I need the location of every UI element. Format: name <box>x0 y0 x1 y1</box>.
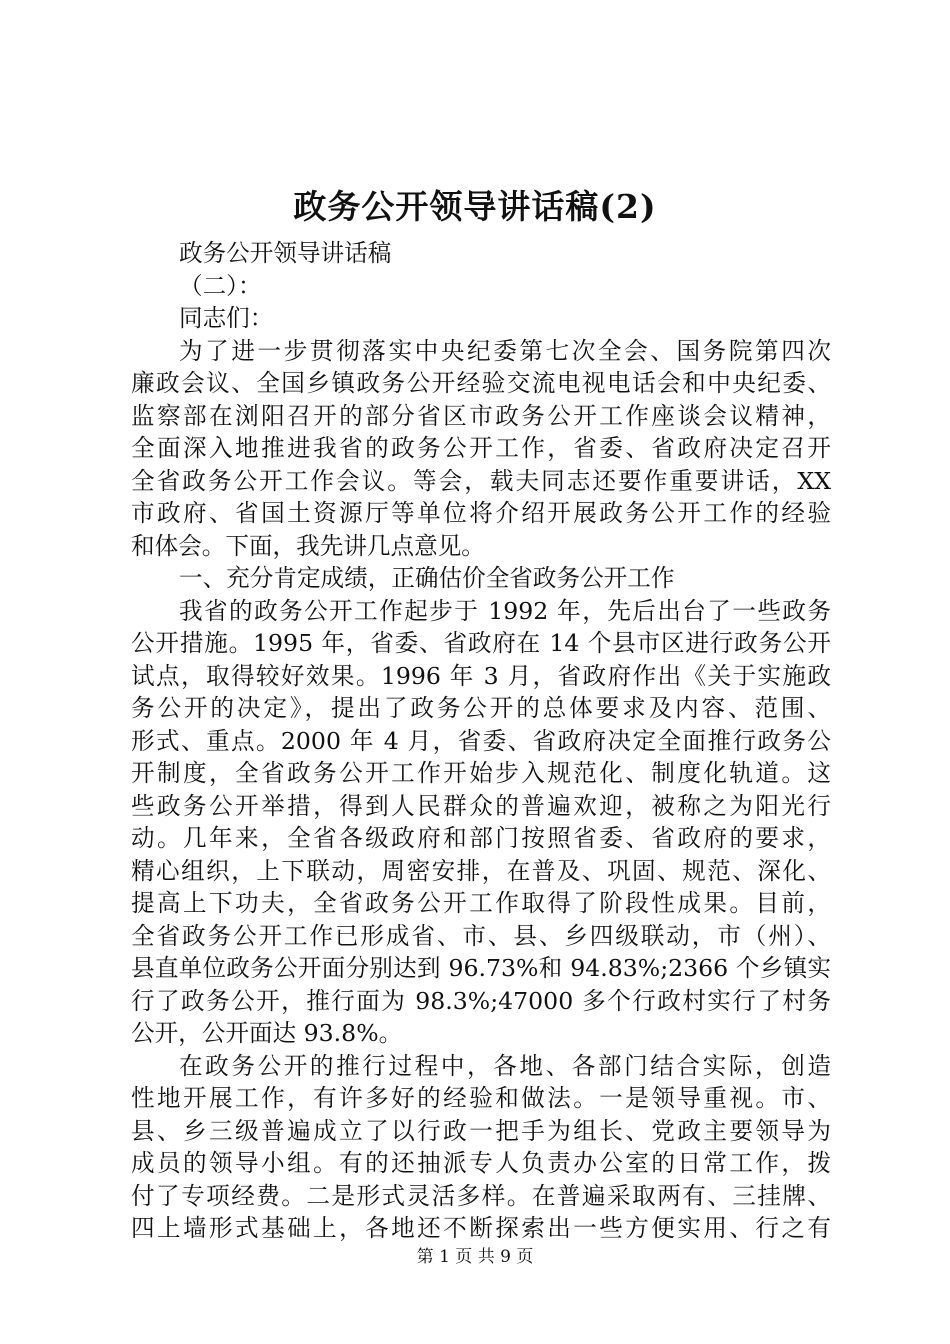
text-line: 动。几年来，全省各级政府和部门按照省委、省政府的要求， <box>131 824 831 852</box>
text-line: 付了专项经费。二是形式灵活多样。在普遍采取两有、三挂牌、 <box>131 1181 831 1210</box>
text-line: 形式、重点。2000 年 4 月，省委、省政府决定全面推行政务公 <box>131 726 831 755</box>
text-line: 一、充分肯定成绩，正确估价全省政务公开工作 <box>179 564 675 592</box>
text-line: 些政务公开举措，得到人民群众的普遍欢迎，被称之为阳光行 <box>131 791 831 820</box>
text-line: 在政务公开的推行过程中，各地、各部门结合实际，创造 <box>179 1051 831 1080</box>
text-line: 务公开的决定》，提出了政务公开的总体要求及内容、范围、 <box>131 694 831 722</box>
text-line: 提高上下功夫，全省政务公开工作取得了阶段性成果。目前， <box>131 889 831 917</box>
page-footer: 第 1 页 共 9 页 <box>416 1247 534 1267</box>
text-line: 行了政务公开，推行面为 98.3%;47000 多个行政村实行了村务 <box>131 986 831 1015</box>
text-line: 试点，取得较好效果。1996 年 3 月，省政府作出《关于实施政 <box>131 661 831 690</box>
text-line: 公开措施。1995 年，省委、省政府在 14 个县市区进行政务公开 <box>131 629 831 657</box>
text-line: 市政府、省国土资源厅等单位将介绍开展政务公开工作的经验 <box>131 499 831 527</box>
text-line: 监察部在浏阳召开的部分省区市政务公开工作座谈会议精神， <box>131 401 831 430</box>
text-line: 全省政务公开工作会议。等会，载夫同志还要作重要讲话，XX <box>131 466 831 495</box>
text-line: 同志们： <box>179 304 274 332</box>
text-line: 开制度，全省政务公开工作开始步入规范化、制度化轨道。这 <box>131 759 831 787</box>
text-line: 为了进一步贯彻落实中央纪委第七次全会、国务院第四次 <box>179 336 831 365</box>
document-body <box>131 237 831 1245</box>
text-line: 廉政会议、全国乡镇政务公开经验交流电视电话会和中央纪委、 <box>131 369 831 397</box>
text-line: （二）： <box>179 271 262 300</box>
text-line: 政务公开领导讲话稿 <box>179 239 392 267</box>
text-line: 县直单位政务公开面分别达到 96.73%和 94.83%;2366 个乡镇实 <box>131 954 831 982</box>
text-line: 四上墙形式基础上，各地还不断探索出一些方便实用、行之有 <box>131 1214 831 1242</box>
document-title: 政务公开领导讲话稿(2) <box>293 187 657 226</box>
text-line: 和体会。下面，我先讲几点意见。 <box>131 531 485 560</box>
text-line: 性地开展工作，有许多好的经验和做法。一是领导重视。市、 <box>131 1084 831 1112</box>
text-line: 成员的领导小组。有的还抽派专人负责办公室的日常工作，拨 <box>131 1149 831 1177</box>
text-line: 县、乡三级普遍成立了以行政一把手为组长、党政主要领导为 <box>131 1116 831 1145</box>
text-line: 全面深入地推进我省的政务公开工作，省委、省政府决定召开 <box>131 434 831 462</box>
text-line: 我省的政务公开工作起步于 1992 年，先后出台了一些政务 <box>179 596 831 625</box>
text-line: 全省政务公开工作已形成省、市、县、乡四级联动，市（州）、 <box>131 921 831 950</box>
text-line: 公开，公开面达 93.8%。 <box>131 1019 403 1047</box>
text-line: 精心组织，上下联动，周密安排，在普及、巩固、规范、深化、 <box>131 856 831 885</box>
